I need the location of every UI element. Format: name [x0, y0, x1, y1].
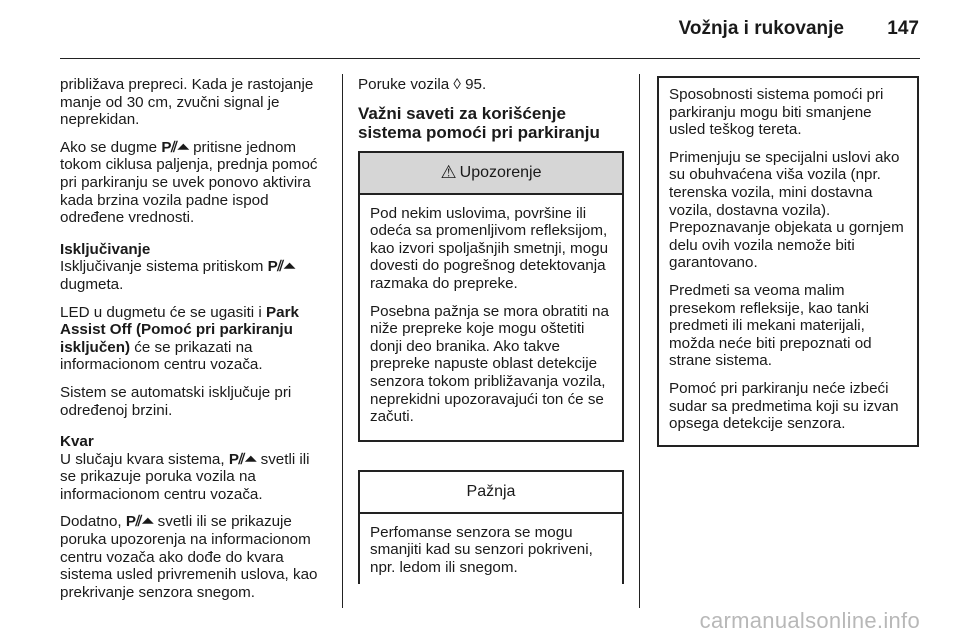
column-divider-left — [342, 74, 343, 608]
paragraph-auto-off: Sistem se automatski isključuje pri određenoj brzini. — [60, 383, 292, 419]
column-divider-right — [639, 74, 640, 608]
park-assist-button-icon: P⫽⏶ — [228, 450, 257, 468]
warning-paragraph-2: Posebna pažnja se mora obratiti na niže prepreke koje mogu oštetiti donji deo branika. Ako takve prepreke napuste oblast detekcije senzora tokom približavanja vozila, neprekidni upozoravajući ton će se začuti. — [370, 302, 609, 426]
paragraph-proximity: približava prepreci. Kada je rastojanje manje od 30 cm, zvučni signal je neprekidan. — [60, 76, 314, 129]
header-rule — [60, 58, 920, 59]
notice-paragraph-2: Primenjuju se specijalni uslovi ako su obuhvaćena viša vozila (npr. terenska vozila, mini dostavna vozila, dostavna vozila). Prepoznavanje objekata u gornjem delu ovih vozila nemože biti garantovano. — [669, 148, 904, 272]
notice-paragraph-3: Predmeti sa veoma malim presekom refleksije, kao tanki predmeti ili mekani materijali, možda neće biti prepoznati od strane sistema. — [669, 281, 872, 370]
notice-paragraph-4: Pomoć pri parkiranju neće izbeći sudar sa predmetima koji su izvan opsega detekcije senzora. — [669, 379, 899, 433]
notice-box-body — [659, 78, 917, 445]
text-column-1 — [60, 76, 328, 611]
park-assist-off-message: Park Assist Off (Pomoć pri parkiranju isključen) — [60, 303, 299, 356]
park-assist-button-icon: P⫽⏶ — [125, 513, 154, 531]
paragraph-fault: U slučaju kvara sistema, P⫽⏶ svetli ili se prikazuje poruka vozila na informacionom centru vozača. — [60, 450, 310, 503]
caution-box-header — [360, 472, 622, 514]
paragraph-button-press: Ako se dugme P⫽⏶ pritisne jednom tokom ciklusa paljenja, prednja pomoć pri parkiranju se uvek ponovo aktivira kada brzina vozila padne ispod određene vrednosti. — [60, 138, 318, 227]
warning-title: Upozorenje — [459, 163, 542, 181]
warning-box-header — [360, 153, 622, 195]
warning-box — [358, 151, 624, 442]
vehicle-messages-reference: Poruke vozila ◊ 95. — [358, 76, 487, 93]
caution-title: Pažnja — [466, 482, 516, 500]
caution-paragraph: Perfomanse senzora se mogu smanjiti kad su senzori pokriveni, npr. ledom ili snegom. — [370, 523, 593, 576]
caution-box-body — [360, 514, 622, 577]
page-header-title: Vožnja i rukovanje — [678, 18, 844, 39]
park-assist-button-icon: P⫽⏶ — [161, 138, 189, 156]
caution-box — [358, 470, 624, 584]
notice-box — [657, 76, 919, 447]
warning-box-body — [360, 195, 622, 440]
section-heading-tips: Važni saveti za korišćenje sistema pomoći pri parkiranju — [358, 103, 600, 142]
notice-paragraph-1: Sposobnosti sistema pomoći pri parkiranju mogu biti smanjene usled teškog tereta. — [669, 86, 884, 139]
park-assist-button-icon: P⫽⏶ — [267, 258, 296, 276]
text-column-2 — [358, 76, 624, 584]
warning-triangle-icon: ⚠ — [440, 161, 457, 182]
watermark-text: carmanualsonline.info — [699, 608, 920, 633]
heading-fault: Kvar — [60, 433, 94, 451]
text-column-3 — [657, 76, 919, 447]
warning-paragraph-1: Pod nekim uslovima, površine ili odeća sa promenljivom refleksijom, kao izvori spoljašnjih smetnji, mogu dovesti do pogrešnog detektovanja razmaka do prepreke. — [370, 204, 609, 292]
page-number: 147 — [887, 18, 919, 39]
paragraph-led-off: LED u dugmetu će se ugasiti i Park Assist Off (Pomoć pri parkiranju isključen) će se prikazati na informacionom centru vozača. — [60, 303, 299, 374]
paragraph-fault-extra: Dodatno, P⫽⏶ svetli ili se prikazuje poruka upozorenja na informacionom centru vozača ako dođe do kvara sistema usled privremenih uslova, kao prekrivanje senzora snegom. — [60, 513, 318, 601]
heading-deactivation: Isključivanje — [60, 240, 151, 258]
paragraph-deactivation: Isključivanje sistema pritiskom P⫽⏶ dugmeta. — [60, 258, 296, 293]
